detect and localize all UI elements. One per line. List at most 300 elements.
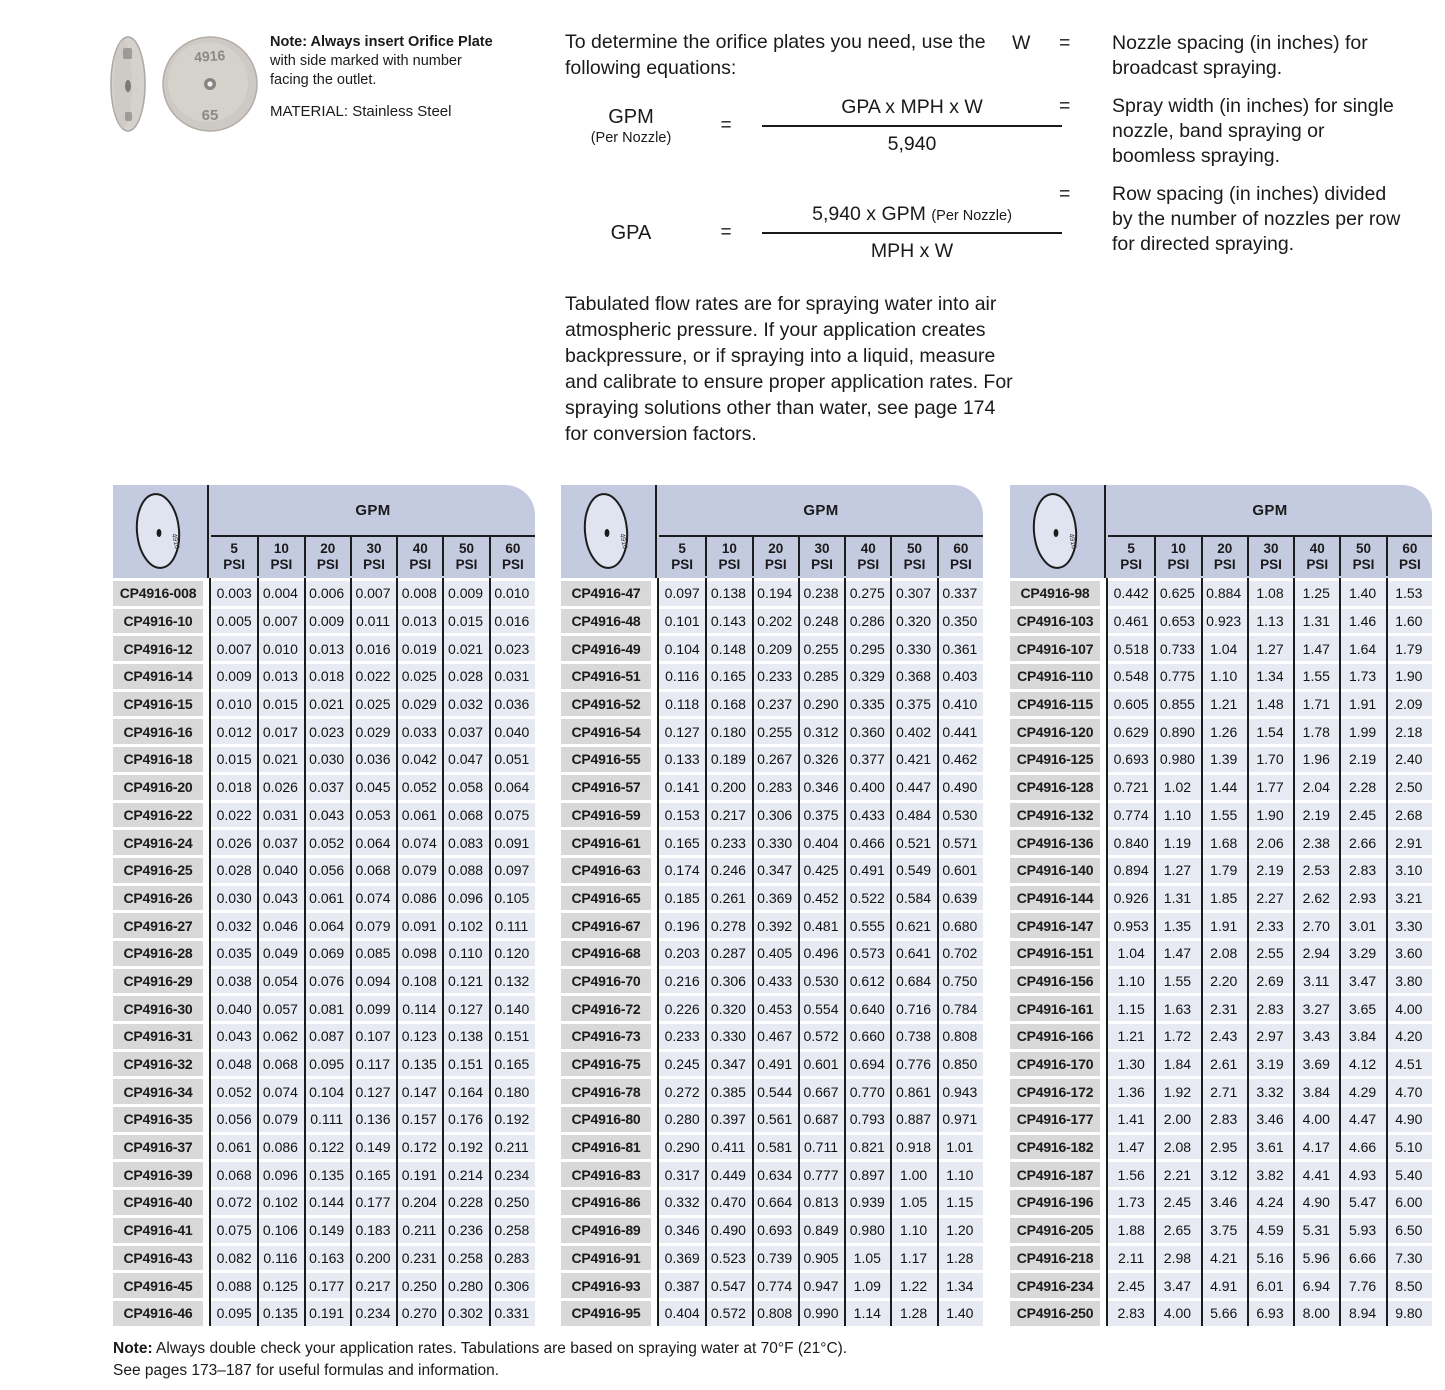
model-label-cell (113, 692, 211, 717)
flow-value: 1.48 (1247, 692, 1293, 717)
flow-value: 0.140 (489, 996, 535, 1021)
model-label: CP4916-10 (113, 609, 203, 634)
flow-value: 1.28 (937, 1246, 983, 1271)
flow-value: 0.461 (1108, 609, 1154, 634)
flow-value: 0.261 (705, 886, 751, 911)
flow-value: 1.40 (1339, 581, 1385, 606)
table-body (561, 578, 983, 1326)
model-label-cell (1010, 747, 1108, 772)
flow-value: 0.329 (844, 664, 890, 689)
flow-value: 3.32 (1247, 1079, 1293, 1104)
flow-value: 0.250 (489, 1190, 535, 1215)
flow-value: 2.62 (1293, 886, 1339, 911)
psi-column-header: 40 PSI (1293, 537, 1339, 576)
flow-value: 0.043 (304, 803, 350, 828)
orifice-plate-photos (98, 28, 266, 140)
model-label-cell (1010, 1052, 1108, 1077)
flow-value: 0.897 (844, 1162, 890, 1187)
model-label-cell (561, 636, 659, 661)
flow-value: 0.320 (890, 609, 936, 634)
flow-value: 1.10 (937, 1162, 983, 1187)
flow-value: 0.042 (396, 747, 442, 772)
flow-value: 0.302 (442, 1301, 488, 1326)
flow-value: 0.029 (350, 719, 396, 744)
flow-value: 0.466 (844, 830, 890, 855)
column-divider (844, 578, 846, 1326)
column-divider (1247, 578, 1249, 1326)
flow-value: 0.015 (257, 692, 303, 717)
flow-value: 2.09 (1386, 692, 1432, 717)
model-label-cell (1010, 692, 1108, 717)
flow-value: 0.118 (659, 692, 705, 717)
column-divider (1339, 578, 1341, 1326)
flow-value: 1.27 (1247, 636, 1293, 661)
flow-value: 1.10 (1108, 969, 1154, 994)
column-divider (937, 578, 939, 1326)
flow-value: 0.165 (350, 1162, 396, 1187)
flow-value: 3.10 (1386, 858, 1432, 883)
flow-value: 0.047 (442, 747, 488, 772)
flow-value: 0.018 (211, 775, 257, 800)
table-header (113, 485, 535, 578)
flow-value: 0.025 (396, 664, 442, 689)
model-label-cell (561, 1079, 659, 1104)
flow-value: 3.47 (1154, 1273, 1200, 1298)
flow-value: 0.068 (211, 1162, 257, 1187)
table-row (1010, 719, 1432, 744)
flow-value: 0.360 (844, 719, 890, 744)
flow-value: 1.26 (1201, 719, 1247, 744)
flow-value: 0.136 (350, 1107, 396, 1132)
flow-value: 0.099 (350, 996, 396, 1021)
model-label: CP4916-81 (561, 1135, 651, 1160)
model-label: CP4916-234 (1010, 1273, 1100, 1298)
flow-value: 0.122 (304, 1135, 350, 1160)
w-legend-grid (1012, 31, 1412, 258)
flow-value: 0.163 (304, 1246, 350, 1271)
flow-value: 4.51 (1386, 1052, 1432, 1077)
flow-value: 4.91 (1201, 1273, 1247, 1298)
model-label: CP4916-83 (561, 1162, 651, 1187)
flow-value: 0.104 (304, 1079, 350, 1104)
flow-value: 1.04 (1201, 636, 1247, 661)
flow-value: 1.73 (1108, 1190, 1154, 1215)
flow-value: 0.894 (1108, 858, 1154, 883)
flow-value: 0.750 (937, 969, 983, 994)
flow-value: 0.074 (396, 830, 442, 855)
flow-value: 0.400 (844, 775, 890, 800)
flow-value: 1.79 (1201, 858, 1247, 883)
table-row (113, 692, 535, 717)
table-row (561, 1079, 983, 1104)
table-row (113, 581, 535, 606)
flow-value: 0.026 (211, 830, 257, 855)
flow-value: 0.530 (937, 803, 983, 828)
table-row (1010, 1079, 1432, 1104)
flow-value: 6.94 (1293, 1273, 1339, 1298)
flow-value: 0.064 (350, 830, 396, 855)
flow-value: 0.104 (659, 636, 705, 661)
flow-value: 0.010 (489, 581, 535, 606)
flow-value: 1.27 (1154, 858, 1200, 883)
flow-value: 0.102 (442, 913, 488, 938)
table-row (113, 1246, 535, 1271)
flow-value: 2.95 (1201, 1135, 1247, 1160)
flow-value: 0.433 (752, 969, 798, 994)
flow-value: 2.65 (1154, 1218, 1200, 1243)
table-row (561, 1301, 983, 1326)
flow-value: 0.347 (705, 1052, 751, 1077)
flow-value: 5.93 (1339, 1218, 1385, 1243)
column-divider (442, 578, 444, 1326)
model-label: CP4916-80 (561, 1107, 651, 1132)
psi-column-header: 30 PSI (350, 537, 396, 576)
flow-value: 0.049 (257, 941, 303, 966)
flow-value: 0.022 (211, 803, 257, 828)
table-row (561, 1024, 983, 1049)
flow-value: 2.69 (1247, 969, 1293, 994)
flow-value: 0.185 (659, 886, 705, 911)
flow-value: 0.138 (705, 581, 751, 606)
flow-value: 4.24 (1247, 1190, 1293, 1215)
table-row (113, 996, 535, 1021)
flow-value: 0.375 (890, 692, 936, 717)
flow-value: 0.022 (350, 664, 396, 689)
table-row (561, 913, 983, 938)
table-body (1010, 578, 1432, 1326)
flow-value: 0.228 (442, 1190, 488, 1215)
model-label: CP4916-15 (113, 692, 203, 717)
column-divider (890, 578, 892, 1326)
plate-stamp-model: 4916 (193, 46, 226, 66)
model-label: CP4916-34 (113, 1079, 203, 1104)
flow-value: 0.030 (304, 747, 350, 772)
flow-value: 3.12 (1201, 1162, 1247, 1187)
flow-rates-note: Tabulated flow rates are for spraying water into air atmospheric pressure. If your application creates backpressure, or if spraying into a liquid, measure and calibrate to ensure proper application rates. For spraying solutions other than water, see page 174 for conversion factors. (565, 293, 1013, 445)
model-label: CP4916-45 (113, 1273, 203, 1298)
flow-value: 0.030 (211, 886, 257, 911)
model-label-cell (113, 1218, 211, 1243)
flow-value: 0.850 (937, 1052, 983, 1077)
table-row (561, 1052, 983, 1077)
flow-value: 0.203 (659, 941, 705, 966)
model-label: CP4916-20 (113, 775, 203, 800)
flow-value: 0.079 (257, 1107, 303, 1132)
flow-value: 3.30 (1386, 913, 1432, 938)
w-definition-2: Spray width (in inches) for single nozzle, band spraying or boomless spraying. (1112, 94, 1394, 168)
flow-value: 0.808 (752, 1301, 798, 1326)
flow-value: 0.097 (489, 858, 535, 883)
flow-value: 1.70 (1247, 747, 1293, 772)
flow-value: 0.096 (442, 886, 488, 911)
flow-value: 0.116 (257, 1246, 303, 1271)
flow-value: 0.621 (890, 913, 936, 938)
flow-value: 0.521 (890, 830, 936, 855)
flow-table-2 (561, 485, 983, 1327)
flow-value: 0.018 (304, 664, 350, 689)
flow-value: 1.10 (1201, 664, 1247, 689)
model-label-cell (113, 719, 211, 744)
flow-value: 2.19 (1339, 747, 1385, 772)
table-row (1010, 664, 1432, 689)
table-body (113, 578, 535, 1326)
flow-value: 0.057 (257, 996, 303, 1021)
flow-value: 0.013 (257, 664, 303, 689)
model-label-cell (1010, 719, 1108, 744)
flow-value: 2.83 (1247, 996, 1293, 1021)
flow-value: 2.70 (1293, 913, 1339, 938)
flow-value: 0.518 (1108, 636, 1154, 661)
flow-value: 1.63 (1154, 996, 1200, 1021)
flow-value: 0.031 (257, 803, 303, 828)
gpm-header: GPM (659, 485, 983, 537)
icon-stamp-text: 4916 (618, 532, 629, 550)
flow-value: 0.490 (705, 1218, 751, 1243)
table-row (561, 1135, 983, 1160)
flow-value: 0.127 (350, 1079, 396, 1104)
flow-value: 0.255 (752, 719, 798, 744)
model-label: CP4916-75 (561, 1052, 651, 1077)
flow-value: 0.687 (798, 1107, 844, 1132)
psi-header-row (1108, 537, 1432, 576)
table-row (561, 719, 983, 744)
model-label: CP4916-46 (113, 1301, 203, 1326)
flow-value: 2.40 (1386, 747, 1432, 772)
model-label-cell (1010, 913, 1108, 938)
flow-value: 0.069 (304, 941, 350, 966)
psi-column-header: 50 PSI (890, 537, 936, 576)
table-row (1010, 858, 1432, 883)
flow-value: 0.043 (257, 886, 303, 911)
flow-value: 0.404 (798, 830, 844, 855)
table-row (113, 1135, 535, 1160)
model-label: CP4916-59 (561, 803, 651, 828)
flow-value: 0.176 (442, 1107, 488, 1132)
model-label-cell (561, 1107, 659, 1132)
model-label: CP4916-12 (113, 636, 203, 661)
flow-value: 0.157 (396, 1107, 442, 1132)
table-row (1010, 969, 1432, 994)
model-label-cell (561, 719, 659, 744)
model-label: CP4916-39 (113, 1162, 203, 1187)
flow-value: 2.61 (1201, 1052, 1247, 1077)
flow-value: 0.192 (442, 1135, 488, 1160)
flow-value: 2.06 (1247, 830, 1293, 855)
flow-value: 1.53 (1386, 581, 1432, 606)
flow-value: 2.45 (1154, 1190, 1200, 1215)
flow-value: 0.013 (304, 636, 350, 661)
flow-value: 3.61 (1247, 1135, 1293, 1160)
flow-value: 0.180 (705, 719, 751, 744)
model-label-cell (113, 1301, 211, 1326)
psi-column-header: 10 PSI (705, 537, 751, 576)
flow-value: 0.774 (1108, 803, 1154, 828)
flow-value: 6.93 (1247, 1301, 1293, 1326)
model-label: CP4916-26 (113, 886, 203, 911)
table-row (561, 1190, 983, 1215)
flow-value: 0.233 (705, 830, 751, 855)
flow-value: 0.061 (304, 886, 350, 911)
flow-value: 1.41 (1108, 1107, 1154, 1132)
flow-table-3 (1010, 485, 1432, 1327)
model-label: CP4916-107 (1010, 636, 1100, 661)
flow-value: 1.17 (890, 1246, 936, 1271)
flow-value: 0.306 (752, 803, 798, 828)
flow-value: 0.075 (489, 803, 535, 828)
column-divider (798, 578, 800, 1326)
table-row (561, 664, 983, 689)
flow-value: 0.980 (1154, 747, 1200, 772)
table-row (113, 1301, 535, 1326)
table-row (113, 719, 535, 744)
model-label-cell (113, 858, 211, 883)
flow-value: 0.449 (705, 1162, 751, 1187)
flow-value: 0.346 (659, 1218, 705, 1243)
flow-value: 1.92 (1154, 1079, 1200, 1104)
flow-value: 0.135 (304, 1162, 350, 1187)
flow-value: 0.040 (489, 719, 535, 744)
flow-value: 0.217 (350, 1273, 396, 1298)
flow-value: 2.18 (1386, 719, 1432, 744)
flow-value: 3.27 (1293, 996, 1339, 1021)
flow-value: 0.194 (752, 581, 798, 606)
flow-value: 0.177 (350, 1190, 396, 1215)
flow-value: 1.60 (1386, 609, 1432, 634)
model-label-cell (113, 1107, 211, 1132)
flow-value: 4.41 (1293, 1162, 1339, 1187)
flow-value: 0.114 (396, 996, 442, 1021)
table-row (113, 913, 535, 938)
flow-value: 1.90 (1386, 664, 1432, 689)
flow-value: 1.15 (1108, 996, 1154, 1021)
flow-value: 0.905 (798, 1246, 844, 1271)
flow-value: 1.36 (1108, 1079, 1154, 1104)
flow-value: 0.040 (211, 996, 257, 1021)
flow-value: 1.44 (1201, 775, 1247, 800)
flow-value: 0.031 (489, 664, 535, 689)
flow-value: 0.088 (211, 1273, 257, 1298)
flow-value: 0.204 (396, 1190, 442, 1215)
model-label-cell (113, 1162, 211, 1187)
flow-value: 4.20 (1386, 1024, 1432, 1049)
model-label: CP4916-177 (1010, 1107, 1100, 1132)
flow-value: 0.290 (798, 692, 844, 717)
model-label: CP4916-132 (1010, 803, 1100, 828)
insert-note-rest: with side marked with number facing the outlet. (270, 53, 462, 89)
flow-value: 0.054 (257, 969, 303, 994)
flow-value: 2.28 (1339, 775, 1385, 800)
flow-value: 4.59 (1247, 1218, 1293, 1243)
table-row (113, 1107, 535, 1132)
flow-value: 0.015 (442, 609, 488, 634)
flow-value: 1.10 (1154, 803, 1200, 828)
model-label-cell (113, 609, 211, 634)
model-label-cell (1010, 886, 1108, 911)
flow-value: 2.00 (1154, 1107, 1200, 1132)
model-label: CP4916-128 (1010, 775, 1100, 800)
model-label-cell (113, 830, 211, 855)
flow-value: 0.320 (705, 996, 751, 1021)
footer-note-line2: See pages 173–187 for useful formulas and information. (113, 1361, 500, 1379)
flow-value: 0.153 (659, 803, 705, 828)
model-label: CP4916-24 (113, 830, 203, 855)
flow-value: 3.01 (1339, 913, 1385, 938)
flow-value: 0.523 (705, 1246, 751, 1271)
flow-value: 2.45 (1339, 803, 1385, 828)
flow-value: 2.55 (1247, 941, 1293, 966)
flow-value: 0.601 (798, 1052, 844, 1077)
column-divider (657, 578, 659, 1326)
flow-value: 0.191 (304, 1301, 350, 1326)
flow-value: 0.361 (937, 636, 983, 661)
flow-value: 0.086 (257, 1135, 303, 1160)
flow-value: 1.47 (1108, 1135, 1154, 1160)
model-label-cell (561, 830, 659, 855)
flow-value: 1.20 (937, 1218, 983, 1243)
flow-value: 0.149 (350, 1135, 396, 1160)
flow-value: 0.286 (844, 609, 890, 634)
flow-value: 1.40 (937, 1301, 983, 1326)
equations-intro: To determine the orifice plates you need, use the following equations: (565, 31, 986, 79)
model-label-cell (113, 1079, 211, 1104)
table-row (561, 775, 983, 800)
model-label: CP4916-49 (561, 636, 651, 661)
flow-value: 0.032 (442, 692, 488, 717)
flow-value: 0.200 (705, 775, 751, 800)
flow-value: 3.21 (1386, 886, 1432, 911)
model-label-cell (1010, 1218, 1108, 1243)
flow-value: 0.141 (659, 775, 705, 800)
flow-value: 0.774 (752, 1273, 798, 1298)
model-label-cell (561, 609, 659, 634)
model-label: CP4916-43 (113, 1246, 203, 1271)
w-definition-1: Nozzle spacing (in inches) for broadcast spraying. (1112, 32, 1368, 80)
flow-value: 0.106 (257, 1218, 303, 1243)
flow-value: 1.22 (890, 1273, 936, 1298)
flow-value: 0.561 (752, 1107, 798, 1132)
flow-value: 0.738 (890, 1024, 936, 1049)
table-row (113, 830, 535, 855)
flow-value: 1.21 (1201, 692, 1247, 717)
flow-value: 0.052 (211, 1079, 257, 1104)
flow-value: 1.96 (1293, 747, 1339, 772)
table-row (113, 609, 535, 634)
model-label: CP4916-115 (1010, 692, 1100, 717)
flow-value: 0.452 (798, 886, 844, 911)
flow-value: 0.151 (442, 1052, 488, 1077)
flow-value: 0.267 (752, 747, 798, 772)
flow-value: 0.694 (844, 1052, 890, 1077)
flow-value: 3.19 (1247, 1052, 1293, 1077)
model-label-cell (1010, 969, 1108, 994)
flow-value: 0.530 (798, 969, 844, 994)
flow-value: 1.55 (1154, 969, 1200, 994)
flow-value: 0.165 (659, 830, 705, 855)
model-label: CP4916-37 (113, 1135, 203, 1160)
flow-value: 0.051 (489, 747, 535, 772)
psi-column-header: 30 PSI (798, 537, 844, 576)
flow-value: 0.004 (257, 581, 303, 606)
model-label: CP4916-89 (561, 1218, 651, 1243)
flow-value: 1.68 (1201, 830, 1247, 855)
flow-value: 0.007 (211, 636, 257, 661)
footer-note-text: Always double check your application rates. Tabulations are based on spraying water at 70°F (21°C). (152, 1340, 848, 1357)
model-label-cell (561, 969, 659, 994)
flow-value: 0.711 (798, 1135, 844, 1160)
column-divider (1106, 578, 1108, 1326)
flow-value: 0.061 (211, 1135, 257, 1160)
table-row (1010, 692, 1432, 717)
